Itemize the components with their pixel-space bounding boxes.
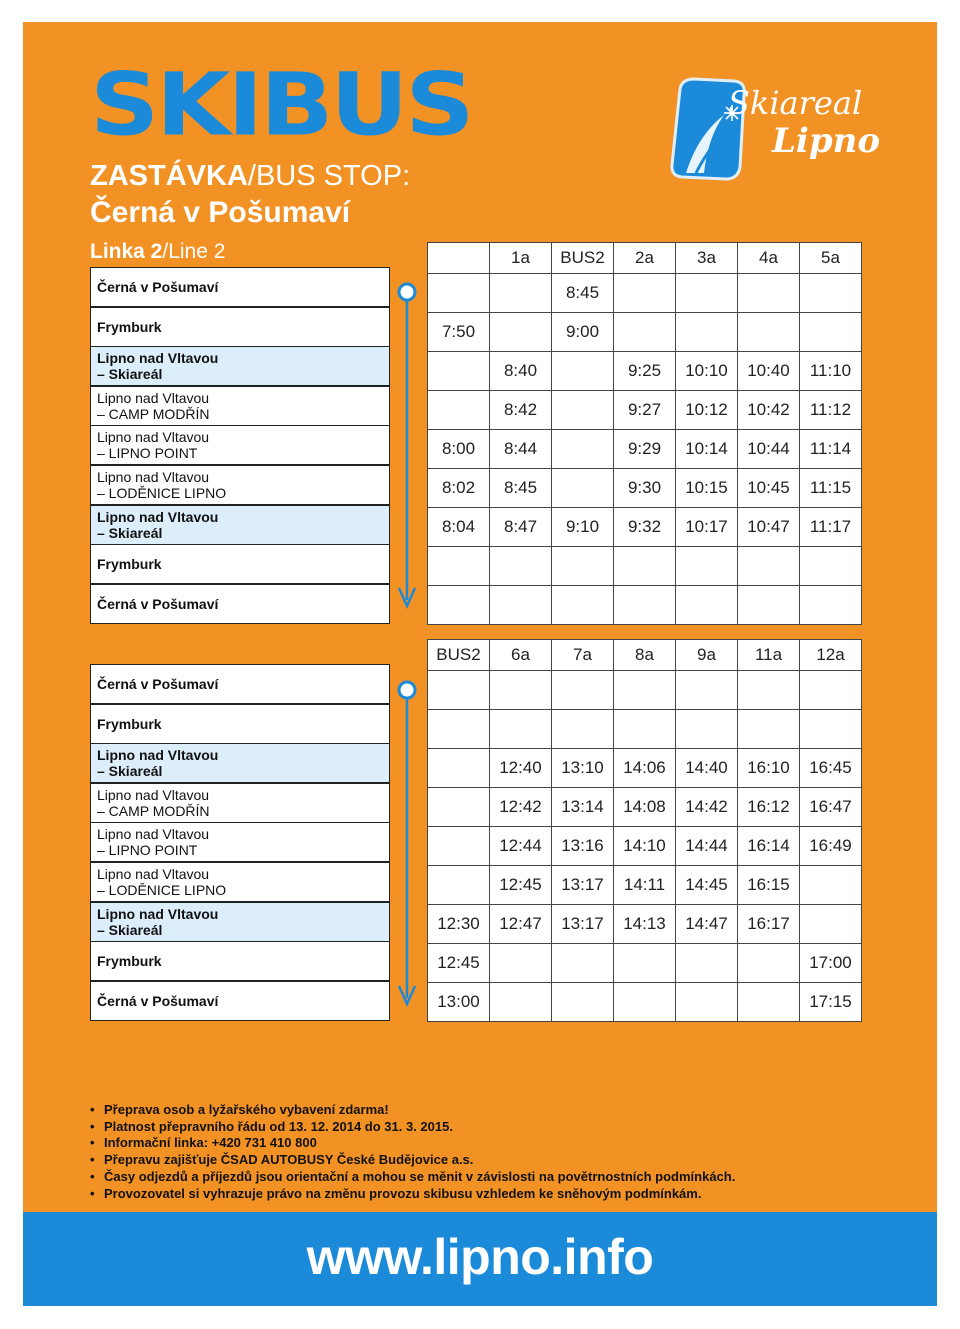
time-cell — [490, 274, 552, 313]
stop-cell — [90, 704, 390, 744]
time-cell: 16:49 — [800, 827, 862, 866]
note-item: • Informační linka: +420 731 410 800 — [90, 1135, 735, 1152]
time-cell: 11:14 — [800, 430, 862, 469]
time-cell: 8:45 — [552, 274, 614, 313]
time-cell: 9:30 — [614, 469, 676, 508]
time-cell: 14:47 — [676, 905, 738, 944]
time-cell — [552, 983, 614, 1022]
time-cell: 12:44 — [490, 827, 552, 866]
time-cell: 16:45 — [800, 749, 862, 788]
column-header: 7a — [552, 640, 614, 671]
table-row — [428, 352, 862, 391]
time-cell: 13:16 — [552, 827, 614, 866]
time-cell — [614, 983, 676, 1022]
column-header: 3a — [676, 243, 738, 274]
column-header: 9a — [676, 640, 738, 671]
time-cell: 16:17 — [738, 905, 800, 944]
time-cell: 11:15 — [800, 469, 862, 508]
route-arrow-1 — [396, 280, 418, 610]
table-row — [428, 944, 862, 983]
note-item: • Provozovatel si vyhrazuje právo na změnu provozu skibusu vzhledem ke sněhovým podmínkám. — [90, 1186, 735, 1203]
column-header — [428, 243, 490, 274]
table-row — [428, 827, 862, 866]
time-cell — [738, 983, 800, 1022]
time-cell: 14:42 — [676, 788, 738, 827]
table-row — [428, 586, 862, 625]
time-cell — [428, 586, 490, 625]
stop-cell — [90, 346, 390, 386]
time-cell — [800, 710, 862, 749]
table-row — [428, 508, 862, 547]
stop-label-rest: /BUS STOP: — [247, 160, 411, 192]
stop-name-line: Frymburk — [97, 953, 162, 970]
time-cell — [676, 313, 738, 352]
time-cell: 14:08 — [614, 788, 676, 827]
stop-name-line: Lipno nad Vltavou — [97, 389, 210, 406]
time-cell: 12:30 — [428, 905, 490, 944]
time-cell: 9:00 — [552, 313, 614, 352]
stop-cell — [90, 505, 390, 545]
time-cell: 13:17 — [552, 905, 614, 944]
time-cell — [614, 313, 676, 352]
stop-name-subline: – Skiareál — [97, 366, 163, 383]
time-cell: 13:14 — [552, 788, 614, 827]
stop-name-line: Lipno nad Vltavou — [97, 826, 210, 843]
table-row — [428, 788, 862, 827]
time-cell: 16:14 — [738, 827, 800, 866]
stop-name-line: Lipno nad Vltavou — [97, 786, 210, 803]
time-cell — [738, 274, 800, 313]
table-row — [428, 905, 862, 944]
column-header: 12a — [800, 640, 862, 671]
time-cell — [552, 710, 614, 749]
stop-cell — [90, 902, 390, 942]
time-cell: 17:00 — [800, 944, 862, 983]
time-cell — [428, 671, 490, 710]
stop-name-line: Lipno nad Vltavou — [97, 508, 219, 525]
stop-cell — [90, 465, 390, 505]
table-row — [428, 313, 862, 352]
time-cell — [614, 586, 676, 625]
time-cell — [428, 866, 490, 905]
logo-text-areal: areal — [779, 84, 863, 122]
time-cell: 9:32 — [614, 508, 676, 547]
table-row — [428, 547, 862, 586]
note-item: • Platnost přepravního řádu od 13. 12. 2014 do 31. 3. 2015. — [90, 1119, 735, 1136]
time-cell — [738, 671, 800, 710]
stop-name-subline: – Skiareál — [97, 763, 163, 780]
time-cell — [428, 827, 490, 866]
time-cell: 11:10 — [800, 352, 862, 391]
time-cell — [428, 788, 490, 827]
time-cell — [800, 547, 862, 586]
column-header: 5a — [800, 243, 862, 274]
time-cell — [490, 313, 552, 352]
stop-name-line: Frymburk — [97, 556, 162, 573]
note-item: • Přeprava osob a lyžařského vybavení zdarma! — [90, 1102, 735, 1119]
line-label — [90, 240, 225, 264]
time-cell — [738, 547, 800, 586]
route-arrow-2 — [396, 678, 418, 1008]
timetable-1 — [427, 242, 862, 625]
stop-name-subline: – LODĚNICE LIPNO — [97, 882, 227, 898]
page-title: SKIBUS — [90, 54, 472, 156]
time-cell: 10:12 — [676, 391, 738, 430]
table-row — [428, 749, 862, 788]
time-cell — [490, 671, 552, 710]
time-cell: 13:00 — [428, 983, 490, 1022]
stop-cell — [90, 267, 390, 307]
time-cell — [552, 469, 614, 508]
time-cell — [490, 983, 552, 1022]
notes-list — [90, 1102, 735, 1202]
stop-label — [90, 160, 410, 193]
time-cell — [614, 274, 676, 313]
stop-name-line: Černá v Pošumaví — [97, 595, 219, 612]
stop-cell — [90, 941, 390, 981]
note-item: • Přepravu zajišťuje ČSAD AUTOBUSY České Budějovice a.s. — [90, 1152, 735, 1169]
time-cell: 8:42 — [490, 391, 552, 430]
time-cell: 17:15 — [800, 983, 862, 1022]
time-cell: 10:44 — [738, 430, 800, 469]
stop-name-subline: – LIPNO POINT — [97, 842, 198, 859]
stop-name-line: Černá v Pošumaví — [97, 676, 219, 692]
time-cell: 10:15 — [676, 469, 738, 508]
time-cell: 12:40 — [490, 749, 552, 788]
time-cell — [552, 944, 614, 983]
time-cell — [428, 352, 490, 391]
time-cell — [800, 866, 862, 905]
table-row — [428, 710, 862, 749]
time-cell — [552, 586, 614, 625]
time-cell — [428, 749, 490, 788]
line-label-rest: /Line 2 — [162, 240, 226, 263]
time-cell: 9:27 — [614, 391, 676, 430]
table-row — [428, 866, 862, 905]
time-cell: 10:17 — [676, 508, 738, 547]
time-cell — [676, 547, 738, 586]
time-cell: 13:10 — [552, 749, 614, 788]
time-cell: 8:04 — [428, 508, 490, 547]
column-header: BUS2 — [428, 640, 490, 671]
stop-name-line: Lipno nad Vltavou — [97, 429, 210, 446]
time-cell: 12:42 — [490, 788, 552, 827]
stop-cell — [90, 584, 390, 624]
table-row — [428, 430, 862, 469]
time-cell: 16:10 — [738, 749, 800, 788]
time-cell — [614, 547, 676, 586]
column-header: 11a — [738, 640, 800, 671]
time-cell: 8:00 — [428, 430, 490, 469]
header-row — [428, 640, 862, 671]
time-cell — [800, 586, 862, 625]
time-cell — [552, 671, 614, 710]
time-cell: 14:06 — [614, 749, 676, 788]
time-cell: 8:40 — [490, 352, 552, 391]
time-cell — [738, 313, 800, 352]
time-cell: 14:11 — [614, 866, 676, 905]
column-header: 4a — [738, 243, 800, 274]
logo-text-lipno: Lipno — [772, 121, 880, 161]
stop-name-subline: – Skiareál — [97, 921, 163, 938]
time-cell: 10:42 — [738, 391, 800, 430]
time-cell — [676, 274, 738, 313]
column-header: 1a — [490, 243, 552, 274]
time-cell: 13:17 — [552, 866, 614, 905]
time-cell — [428, 274, 490, 313]
time-cell — [614, 671, 676, 710]
stop-cell — [90, 743, 390, 783]
stop-name-line: Lipno nad Vltavou — [97, 905, 219, 922]
time-cell: 12:47 — [490, 905, 552, 944]
time-cell — [676, 671, 738, 710]
time-cell — [738, 710, 800, 749]
time-cell: 8:02 — [428, 469, 490, 508]
time-cell — [552, 430, 614, 469]
stop-name: Černá v Pošumaví — [90, 196, 351, 229]
stop-name-line: Frymburk — [97, 715, 162, 732]
time-cell — [800, 671, 862, 710]
time-cell — [552, 352, 614, 391]
timetable-2 — [427, 639, 862, 1022]
time-cell: 7:50 — [428, 313, 490, 352]
table-row — [428, 983, 862, 1022]
stop-cell — [90, 386, 390, 426]
stop-name-line: Černá v Pošumaví — [97, 279, 219, 295]
time-cell — [738, 944, 800, 983]
time-cell: 14:10 — [614, 827, 676, 866]
time-cell: 10:47 — [738, 508, 800, 547]
stop-name-line: Černá v Pošumaví — [97, 992, 219, 1009]
stop-name-line: Lipno nad Vltavou — [97, 469, 210, 485]
stop-name-subline: – LIPNO POINT — [97, 445, 198, 462]
time-cell: 16:47 — [800, 788, 862, 827]
time-cell — [738, 586, 800, 625]
stop-cell — [90, 307, 390, 347]
time-cell: 10:40 — [738, 352, 800, 391]
stop-name-line: Lipno nad Vltavou — [97, 866, 210, 882]
time-cell: 9:10 — [552, 508, 614, 547]
stop-name-subline: – LODĚNICE LIPNO — [97, 485, 227, 501]
time-cell: 14:45 — [676, 866, 738, 905]
stop-cell — [90, 981, 390, 1021]
time-cell: 16:15 — [738, 866, 800, 905]
stop-name-line: Frymburk — [97, 318, 162, 335]
time-cell — [676, 983, 738, 1022]
line-label-bold: Linka 2 — [90, 240, 163, 263]
time-cell — [428, 391, 490, 430]
stop-cell — [90, 544, 390, 584]
time-cell — [552, 547, 614, 586]
time-cell — [800, 313, 862, 352]
header-row — [428, 243, 862, 274]
stop-cell — [90, 664, 390, 704]
stop-cell — [90, 822, 390, 862]
column-header: 8a — [614, 640, 676, 671]
time-cell — [614, 710, 676, 749]
time-cell — [490, 547, 552, 586]
time-cell — [428, 547, 490, 586]
time-cell — [614, 944, 676, 983]
website-url[interactable]: www.lipno.info — [306, 1229, 654, 1285]
time-cell: 10:14 — [676, 430, 738, 469]
column-header: 2a — [614, 243, 676, 274]
time-cell: 10:45 — [738, 469, 800, 508]
time-cell — [800, 905, 862, 944]
logo-text-ski: Ski — [728, 84, 780, 122]
time-cell: 8:45 — [490, 469, 552, 508]
table-row — [428, 469, 862, 508]
table-row — [428, 274, 862, 313]
time-cell — [676, 710, 738, 749]
column-header: BUS2 — [552, 243, 614, 274]
stop-cell — [90, 783, 390, 823]
table-row — [428, 391, 862, 430]
time-cell: 9:29 — [614, 430, 676, 469]
time-cell: 12:45 — [428, 944, 490, 983]
time-cell: 11:12 — [800, 391, 862, 430]
stop-name-subline: – Skiareál — [97, 524, 163, 541]
time-cell — [428, 710, 490, 749]
stop-name-subline: – CAMP MODŘÍN — [97, 405, 210, 422]
time-cell — [676, 944, 738, 983]
time-cell: 12:45 — [490, 866, 552, 905]
logo-text-skiareal — [728, 84, 862, 122]
table-row — [428, 671, 862, 710]
stop-name-line: Lipno nad Vltavou — [97, 747, 219, 764]
time-cell — [490, 586, 552, 625]
time-cell: 14:44 — [676, 827, 738, 866]
time-cell: 8:47 — [490, 508, 552, 547]
stop-name-subline: – CAMP MODŘÍN — [97, 802, 210, 819]
time-cell: 10:10 — [676, 352, 738, 391]
time-cell — [800, 274, 862, 313]
time-cell: 14:13 — [614, 905, 676, 944]
time-cell: 9:25 — [614, 352, 676, 391]
time-cell — [490, 710, 552, 749]
time-cell — [676, 586, 738, 625]
time-cell: 8:44 — [490, 430, 552, 469]
stop-name-line: Lipno nad Vltavou — [97, 350, 219, 367]
time-cell — [552, 391, 614, 430]
stop-label-bold: ZASTÁVKA — [90, 160, 248, 192]
note-item: • Časy odjezdů a příjezdů jsou orientační a mohou se měnit v závislosti na povětrnostních podmínkách. — [90, 1169, 735, 1186]
column-header: 6a — [490, 640, 552, 671]
stop-cell — [90, 862, 390, 902]
time-cell: 11:17 — [800, 508, 862, 547]
time-cell: 16:12 — [738, 788, 800, 827]
stop-cell — [90, 425, 390, 465]
time-cell — [490, 944, 552, 983]
time-cell: 14:40 — [676, 749, 738, 788]
